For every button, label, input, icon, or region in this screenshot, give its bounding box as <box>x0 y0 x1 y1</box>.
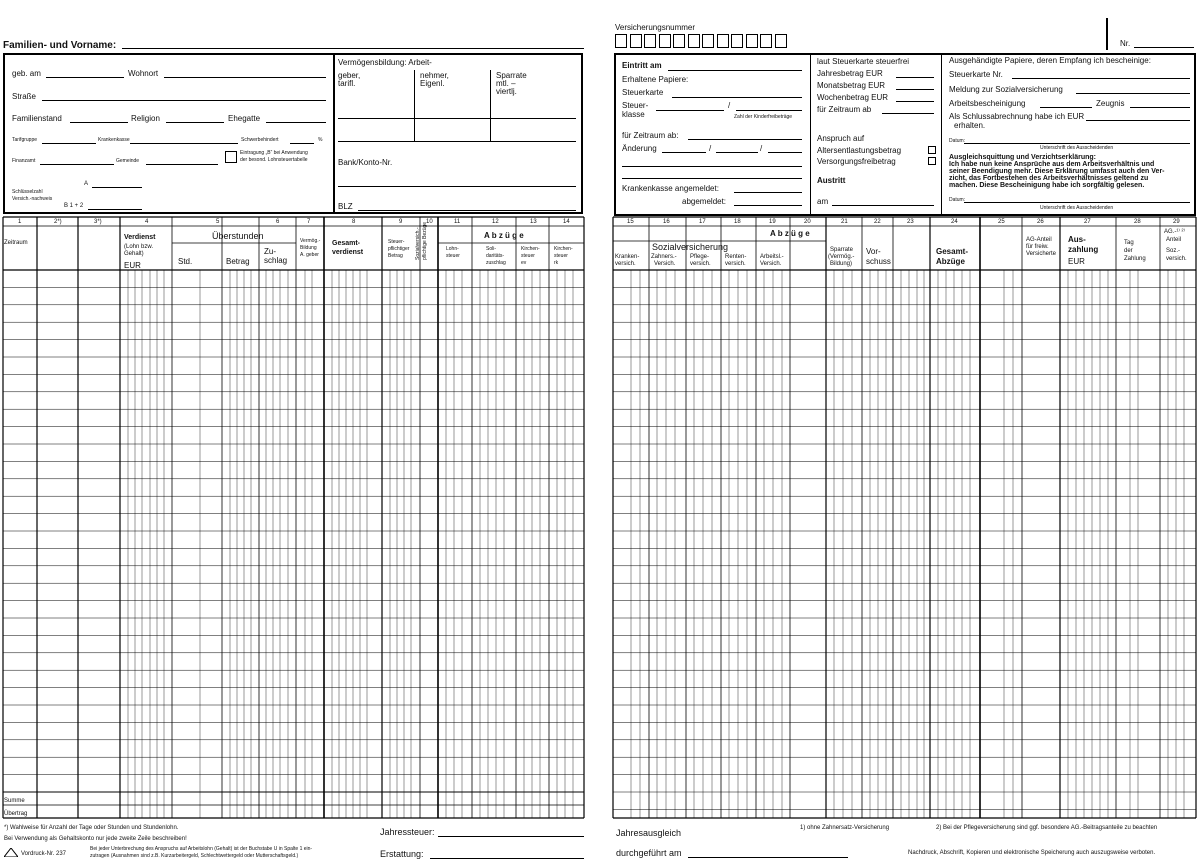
column-number: 20 <box>804 219 811 225</box>
column-number: 22 <box>874 219 881 225</box>
column-number: 12 <box>492 219 499 225</box>
column-number: 21 <box>841 219 848 225</box>
publisher-logo-icon <box>4 848 18 857</box>
column-number: 24 <box>951 219 958 225</box>
column-number: 1 <box>18 219 22 225</box>
left-grid <box>0 0 590 830</box>
column-number: 3*) <box>94 219 102 225</box>
column-number: 9 <box>399 219 403 225</box>
column-number: 18 <box>734 219 741 225</box>
column-number: 8 <box>352 219 356 225</box>
column-number: 28 <box>1134 219 1141 225</box>
name-label: Familien- und Vorname: <box>3 40 117 51</box>
right-grid <box>600 0 1200 830</box>
column-number: 29 <box>1173 219 1180 225</box>
column-number: 23 <box>907 219 914 225</box>
column-number: 5 <box>216 219 220 225</box>
column-number: 27 <box>1084 219 1091 225</box>
column-number: 14 <box>563 219 570 225</box>
column-number: 11 <box>454 219 461 225</box>
column-number: 17 <box>699 219 706 225</box>
column-number: 25 <box>998 219 1005 225</box>
column-number: 2*) <box>54 219 62 225</box>
column-number: 13 <box>530 219 537 225</box>
column-number: 7 <box>307 219 311 225</box>
column-number: 6 <box>276 219 280 225</box>
annual-tax-field[interactable] <box>438 836 584 837</box>
column-number: 19 <box>769 219 776 225</box>
annual-adjustment-date-field[interactable] <box>688 857 848 858</box>
column-number: 26 <box>1037 219 1044 225</box>
column-number: 10 <box>426 219 433 225</box>
column-number: 16 <box>663 219 670 225</box>
refund-field[interactable] <box>430 858 584 859</box>
column-number: 15 <box>627 219 634 225</box>
column-number: 4 <box>145 219 149 225</box>
